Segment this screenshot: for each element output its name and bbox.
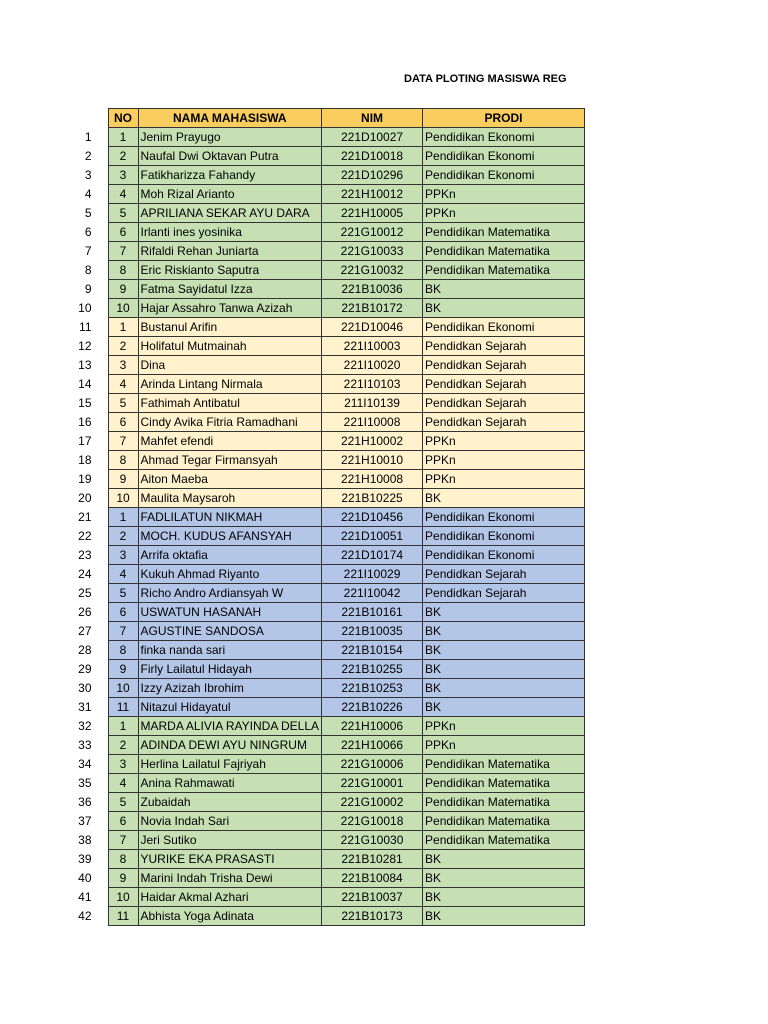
cell-name: Anina Rahmawati	[138, 774, 322, 793]
table-row	[70, 812, 585, 831]
cell-no: 11	[108, 698, 138, 717]
row-number: 10	[78, 301, 92, 315]
row-number: 33	[78, 738, 92, 752]
table-row	[70, 641, 585, 660]
header-row	[70, 109, 585, 128]
cell-no: 6	[108, 413, 138, 432]
table-row	[70, 527, 585, 546]
document-title: DATA PLOTING MASISWA REG	[404, 73, 567, 85]
row-number-header	[70, 109, 108, 128]
table-row	[70, 869, 585, 888]
cell-no: 4	[108, 565, 138, 584]
row-number: 1	[84, 130, 92, 144]
cell-no: 11	[108, 907, 138, 926]
cell-nim: 221B10161	[322, 603, 423, 622]
table-row	[70, 318, 585, 337]
cell-prodi: BK	[423, 489, 585, 508]
cell-name: Moh Rizal Arianto	[138, 185, 322, 204]
cell-name: Fatma Sayidatul Izza	[138, 280, 322, 299]
table-row	[70, 242, 585, 261]
cell-nim: 221H10012	[322, 185, 423, 204]
header-nim: NIM	[322, 109, 423, 128]
cell-prodi: Pendidkan Sejarah	[423, 565, 585, 584]
cell-no: 5	[108, 204, 138, 223]
row-number: 32	[78, 719, 92, 733]
cell-no: 2	[108, 527, 138, 546]
table-row	[70, 375, 585, 394]
cell-nim: 221G10012	[322, 223, 423, 242]
cell-no: 9	[108, 660, 138, 679]
cell-no: 4	[108, 774, 138, 793]
cell-prodi: PPKn	[423, 451, 585, 470]
cell-name: Fatikharizza Fahandy	[138, 166, 322, 185]
row-number: 2	[84, 149, 92, 163]
cell-prodi: Pendidikan Ekonomi	[423, 166, 585, 185]
cell-nim: 221G10001	[322, 774, 423, 793]
table-row	[70, 755, 585, 774]
cell-prodi: Pendidikan Ekonomi	[423, 318, 585, 337]
header-name: NAMA MAHASISWA	[138, 109, 322, 128]
cell-no: 2	[108, 337, 138, 356]
cell-name: Nitazul Hidayatul	[138, 698, 322, 717]
cell-name: Fathimah Antibatul	[138, 394, 322, 413]
cell-name: Richo Andro Ardiansyah W	[138, 584, 322, 603]
cell-name: Eric Riskianto Saputra	[138, 261, 322, 280]
cell-nim: 221B10225	[322, 489, 423, 508]
cell-prodi: Pendidikan Matematika	[423, 223, 585, 242]
cell-nim: 221B10226	[322, 698, 423, 717]
cell-name: Jeri Sutiko	[138, 831, 322, 850]
cell-prodi: Pendidkan Sejarah	[423, 413, 585, 432]
table-row	[70, 622, 585, 641]
header-prodi: PRODI	[423, 109, 585, 128]
table-row	[70, 717, 585, 736]
cell-no: 5	[108, 394, 138, 413]
row-number: 6	[84, 225, 92, 239]
cell-no: 10	[108, 888, 138, 907]
cell-nim: 221D10296	[322, 166, 423, 185]
table-row	[70, 128, 585, 147]
table-row	[70, 147, 585, 166]
table-row	[70, 204, 585, 223]
cell-prodi: PPKn	[423, 717, 585, 736]
row-number: 21	[78, 510, 92, 524]
cell-prodi: BK	[423, 869, 585, 888]
cell-no: 3	[108, 356, 138, 375]
table-row	[70, 831, 585, 850]
cell-nim: 221H10005	[322, 204, 423, 223]
cell-name: Arrifa oktafia	[138, 546, 322, 565]
cell-name: Haidar Akmal Azhari	[138, 888, 322, 907]
cell-name: USWATUN HASANAH	[138, 603, 322, 622]
cell-name: Izzy Azizah Ibrohim	[138, 679, 322, 698]
table-row	[70, 679, 585, 698]
cell-name: finka nanda sari	[138, 641, 322, 660]
cell-no: 8	[108, 850, 138, 869]
cell-prodi: Pendidikan Ekonomi	[423, 147, 585, 166]
cell-nim: 221I10103	[322, 375, 423, 394]
row-number: 23	[78, 548, 92, 562]
cell-name: Maulita Maysaroh	[138, 489, 322, 508]
cell-prodi: Pendidikan Matematika	[423, 755, 585, 774]
cell-name: Rifaldi Rehan Juniarta	[138, 242, 322, 261]
row-number: 26	[78, 605, 92, 619]
table-row	[70, 508, 585, 527]
cell-nim: 221B10036	[322, 280, 423, 299]
cell-no: 6	[108, 603, 138, 622]
cell-name: Irlanti ines yosinika	[138, 223, 322, 242]
cell-name: Kukuh Ahmad Riyanto	[138, 565, 322, 584]
cell-nim: 211I10139	[322, 394, 423, 413]
row-number: 9	[84, 282, 92, 296]
table-row	[70, 660, 585, 679]
cell-prodi: Pendidkan Sejarah	[423, 356, 585, 375]
cell-name: Arinda Lintang Nirmala	[138, 375, 322, 394]
cell-name: Jenim Prayugo	[138, 128, 322, 147]
cell-no: 7	[108, 242, 138, 261]
table-row	[70, 432, 585, 451]
row-number: 11	[79, 320, 92, 334]
row-number: 22	[78, 529, 92, 543]
cell-nim: 221B10037	[322, 888, 423, 907]
row-number: 29	[78, 662, 92, 676]
cell-name: Hajar Assahro Tanwa Azizah	[138, 299, 322, 318]
cell-prodi: Pendidkan Sejarah	[423, 375, 585, 394]
table-body	[70, 128, 585, 926]
cell-nim: 221H10008	[322, 470, 423, 489]
cell-name: APRILIANA SEKAR AYU DARA	[138, 204, 322, 223]
row-number: 17	[78, 434, 92, 448]
row-number: 13	[78, 358, 92, 372]
cell-name: Marini Indah Trisha Dewi	[138, 869, 322, 888]
row-number: 27	[78, 624, 92, 638]
cell-prodi: PPKn	[423, 470, 585, 489]
row-number: 24	[78, 567, 92, 581]
table-row	[70, 299, 585, 318]
table-row	[70, 888, 585, 907]
row-number: 19	[78, 472, 92, 486]
cell-prodi: Pendidikan Matematika	[423, 774, 585, 793]
cell-nim: 221I10029	[322, 565, 423, 584]
cell-prodi: BK	[423, 641, 585, 660]
student-plotting-table	[70, 108, 585, 926]
cell-nim: 221D10174	[322, 546, 423, 565]
cell-no: 9	[108, 280, 138, 299]
row-number: 40	[78, 871, 92, 885]
cell-nim: 221I10042	[322, 584, 423, 603]
table-row	[70, 470, 585, 489]
table-row	[70, 489, 585, 508]
cell-no: 3	[108, 755, 138, 774]
cell-nim: 221B10255	[322, 660, 423, 679]
table-row	[70, 280, 585, 299]
cell-nim: 221B10084	[322, 869, 423, 888]
cell-no: 5	[108, 793, 138, 812]
cell-no: 1	[108, 717, 138, 736]
cell-name: Dina	[138, 356, 322, 375]
table-row	[70, 261, 585, 280]
row-number: 7	[84, 244, 92, 258]
cell-name: Abhista Yoga Adinata	[138, 907, 322, 926]
header-no: NO	[108, 109, 138, 128]
cell-name: Aiton Maeba	[138, 470, 322, 489]
cell-prodi: Pendidikan Ekonomi	[423, 508, 585, 527]
cell-name: Mahfet efendi	[138, 432, 322, 451]
row-number: 14	[78, 377, 92, 391]
table-row	[70, 356, 585, 375]
cell-prodi: PPKn	[423, 185, 585, 204]
cell-prodi: BK	[423, 280, 585, 299]
cell-nim: 221H10006	[322, 717, 423, 736]
table-row	[70, 223, 585, 242]
cell-prodi: BK	[423, 679, 585, 698]
cell-no: 8	[108, 641, 138, 660]
row-number: 31	[78, 700, 92, 714]
cell-nim: 221G10002	[322, 793, 423, 812]
cell-prodi: BK	[423, 698, 585, 717]
cell-prodi: PPKn	[423, 204, 585, 223]
table-row	[70, 736, 585, 755]
cell-prodi: Pendidikan Ekonomi	[423, 546, 585, 565]
row-number: 37	[78, 814, 92, 828]
cell-prodi: Pendidikan Matematika	[423, 261, 585, 280]
cell-name: Ahmad Tegar Firmansyah	[138, 451, 322, 470]
cell-prodi: Pendidikan Matematika	[423, 812, 585, 831]
cell-name: Naufal Dwi Oktavan Putra	[138, 147, 322, 166]
row-number: 28	[78, 643, 92, 657]
cell-no: 7	[108, 432, 138, 451]
cell-prodi: Pendidkan Sejarah	[423, 337, 585, 356]
row-number: 39	[78, 852, 92, 866]
cell-no: 4	[108, 375, 138, 394]
cell-no: 1	[108, 128, 138, 147]
cell-no: 6	[108, 223, 138, 242]
cell-no: 1	[108, 318, 138, 337]
cell-nim: 221G10030	[322, 831, 423, 850]
cell-prodi: BK	[423, 299, 585, 318]
cell-no: 4	[108, 185, 138, 204]
cell-no: 5	[108, 584, 138, 603]
cell-nim: 221H10002	[322, 432, 423, 451]
cell-name: MARDA ALIVIA RAYINDA DELLA	[138, 717, 322, 736]
cell-no: 1	[108, 508, 138, 527]
cell-nim: 221I10008	[322, 413, 423, 432]
cell-nim: 221D10027	[322, 128, 423, 147]
cell-name: Novia Indah Sari	[138, 812, 322, 831]
row-number: 18	[78, 453, 92, 467]
table-row	[70, 413, 585, 432]
row-number: 38	[78, 833, 92, 847]
row-number: 16	[78, 415, 92, 429]
cell-name: Cindy Avika Fitria Ramadhani	[138, 413, 322, 432]
cell-prodi: BK	[423, 888, 585, 907]
cell-nim: 221I10020	[322, 356, 423, 375]
cell-nim: 221B10281	[322, 850, 423, 869]
cell-nim: 221G10006	[322, 755, 423, 774]
cell-nim: 221D10456	[322, 508, 423, 527]
table-row	[70, 850, 585, 869]
row-number: 36	[78, 795, 92, 809]
cell-nim: 221B10253	[322, 679, 423, 698]
cell-prodi: Pendidikan Matematika	[423, 831, 585, 850]
table-row	[70, 451, 585, 470]
cell-name: Zubaidah	[138, 793, 322, 812]
cell-no: 3	[108, 166, 138, 185]
table-row	[70, 793, 585, 812]
cell-nim: 221B10172	[322, 299, 423, 318]
cell-nim: 221G10018	[322, 812, 423, 831]
row-number: 5	[84, 206, 92, 220]
cell-no: 6	[108, 812, 138, 831]
cell-no: 10	[108, 679, 138, 698]
table-row	[70, 166, 585, 185]
cell-name: FADLILATUN NIKMAH	[138, 508, 322, 527]
table-row	[70, 774, 585, 793]
cell-prodi: PPKn	[423, 432, 585, 451]
cell-nim: 221G10033	[322, 242, 423, 261]
row-number: 15	[78, 396, 92, 410]
cell-no: 2	[108, 736, 138, 755]
cell-no: 10	[108, 299, 138, 318]
row-number: 42	[78, 909, 92, 923]
cell-nim: 221H10010	[322, 451, 423, 470]
table-row	[70, 185, 585, 204]
cell-no: 9	[108, 869, 138, 888]
cell-name: YURIKE EKA PRASASTI	[138, 850, 322, 869]
cell-prodi: Pendidkan Sejarah	[423, 394, 585, 413]
cell-name: Holifatul Mutmainah	[138, 337, 322, 356]
cell-name: Herlina Lailatul Fajriyah	[138, 755, 322, 774]
row-number: 25	[78, 586, 92, 600]
table-row	[70, 565, 585, 584]
row-number: 35	[78, 776, 92, 790]
cell-name: ADINDA DEWI AYU NINGRUM	[138, 736, 322, 755]
cell-nim: 221G10032	[322, 261, 423, 280]
cell-no: 7	[108, 831, 138, 850]
cell-name: Bustanul Arifin	[138, 318, 322, 337]
row-number: 3	[84, 168, 92, 182]
cell-nim: 221I10003	[322, 337, 423, 356]
cell-nim: 221D10046	[322, 318, 423, 337]
table-row	[70, 394, 585, 413]
cell-name: AGUSTINE SANDOSA	[138, 622, 322, 641]
cell-prodi: Pendidikan Matematika	[423, 242, 585, 261]
cell-no: 7	[108, 622, 138, 641]
cell-prodi: Pendidikan Matematika	[423, 793, 585, 812]
table-row	[70, 584, 585, 603]
row-number: 4	[84, 187, 92, 201]
cell-no: 10	[108, 489, 138, 508]
cell-name: Firly Lailatul Hidayah	[138, 660, 322, 679]
cell-nim: 221D10051	[322, 527, 423, 546]
table-row	[70, 337, 585, 356]
table-row	[70, 698, 585, 717]
cell-nim: 221B10173	[322, 907, 423, 926]
cell-prodi: Pendidkan Sejarah	[423, 584, 585, 603]
row-number: 30	[78, 681, 92, 695]
cell-name: MOCH. KUDUS AFANSYAH	[138, 527, 322, 546]
row-number: 12	[78, 339, 92, 353]
row-number: 34	[78, 757, 92, 771]
cell-nim: 221B10154	[322, 641, 423, 660]
cell-prodi: BK	[423, 850, 585, 869]
row-number: 41	[78, 890, 92, 904]
table-row	[70, 546, 585, 565]
cell-no: 3	[108, 546, 138, 565]
cell-no: 2	[108, 147, 138, 166]
cell-prodi: BK	[423, 907, 585, 926]
cell-prodi: BK	[423, 660, 585, 679]
cell-prodi: BK	[423, 622, 585, 641]
cell-no: 8	[108, 451, 138, 470]
cell-prodi: Pendidikan Ekonomi	[423, 128, 585, 147]
cell-prodi: PPKn	[423, 736, 585, 755]
cell-prodi: Pendidikan Ekonomi	[423, 527, 585, 546]
row-number: 20	[78, 491, 92, 505]
cell-nim: 221H10066	[322, 736, 423, 755]
cell-no: 8	[108, 261, 138, 280]
cell-nim: 221B10035	[322, 622, 423, 641]
cell-prodi: BK	[423, 603, 585, 622]
table-row	[70, 603, 585, 622]
cell-no: 9	[108, 470, 138, 489]
cell-nim: 221D10018	[322, 147, 423, 166]
table-row	[70, 907, 585, 926]
row-number: 8	[84, 263, 92, 277]
